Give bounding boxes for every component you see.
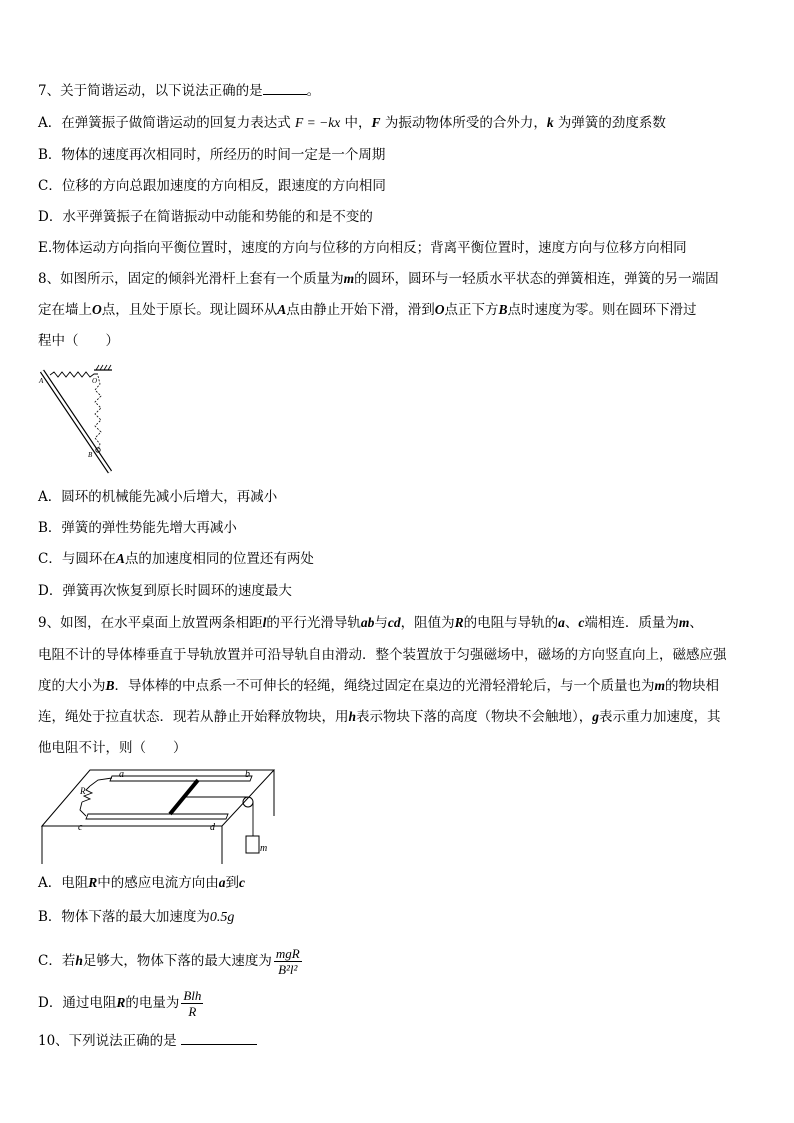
q9-option-b: B．物体下落的最大加速度为0.5g	[38, 909, 235, 925]
q7-option-b: B．物体的速度再次相同时，所经历的时间一定是一个周期	[38, 147, 386, 163]
q9-stem-line1: 9、如图，在水平桌面上放置两条相距l的平行光滑导轨ab与cd，阻值为R的电阻与导轨的a、c端相连．质量为m、	[38, 615, 703, 631]
fig-label-c: c	[78, 822, 83, 833]
q8-option-d: D．弹簧再次恢复到原长时圆环的速度最大	[38, 583, 292, 599]
q9-stem-line4: 连，绳处于拉直状态．现若从静止开始释放物块，用h表示物块下落的高度（物块不会触地），g表示重力加速度，其	[38, 709, 721, 725]
q8-stem-line2: 定在墙上O点，且处于原长。现让圆环从A点由静止开始下滑，滑到O点正下方B点时速度为零。则在圆环下滑过	[38, 302, 697, 318]
q8-option-c: C．与圆环在A点的加速度相同的位置还有两处	[38, 551, 314, 567]
q9-option-d: D．通过电阻R的电量为 $\frac{\text{Blh}}{R}$	[38, 988, 202, 1019]
q7-option-d: D．水平弹簧振子在简谐振动中动能和势能的和是不变的	[38, 209, 373, 225]
q8-stem-line3: 程中（ ）	[38, 333, 119, 349]
fig-label-O: O	[92, 377, 98, 385]
q7-option-e: E.物体运动方向指向平衡位置时，速度的方向与位移的方向相反；背离平衡位置时，速度方向与位移方向相同	[38, 240, 687, 256]
q8-option-b: B．弹簧的弹性势能先增大再减小	[38, 520, 237, 536]
q8-option-a: A．圆环的机械能先减小后增大，再减小	[38, 489, 278, 505]
fig-label-b: b	[245, 769, 250, 780]
q9-stem-line2: 电阻不计的导体棒垂直于导轨放置并可沿导轨自由滑动．整个装置放于匀强磁场中，磁场的方向竖直向上，磁感应强	[38, 647, 727, 663]
answer-blank	[263, 82, 307, 95]
q10-stem: 10、下列说法正确的是	[38, 1032, 257, 1050]
fig-label-R: R	[80, 786, 86, 796]
answer-blank	[181, 1032, 257, 1045]
fraction-max-speed: $\frac{\text{mgR}}{\text{B²l²}}$	[275, 946, 300, 977]
q7-option-c: C．位移的方向总跟加速度的方向相反，跟速度的方向相同	[38, 178, 386, 194]
fig-label-m: m	[260, 843, 268, 854]
q9-option-c: C．若h足够大，物体下落的最大速度为 $\frac{\text{mgR}}{\text{B²l²}}$	[38, 946, 300, 977]
fig-label-a: a	[119, 769, 124, 780]
q7-option-a: A．在弹簧振子做简谐运动的回复力表达式 F = −kx 中，F 为振动物体所受的合外力，k 为弹簧的劲度系数	[38, 115, 666, 131]
q9-stem-line3: 度的大小为B．导体棒的中点系一不可伸长的轻绳，绳绕过固定在桌边的光滑轻滑轮后，与一个质量也为m的物块相	[38, 678, 720, 694]
q7-stem: 7、关于简谐运动，以下说法正确的是 。	[38, 83, 321, 99]
q9-figure	[38, 766, 278, 866]
fraction-charge: $\frac{\text{Blh}}{R}$	[183, 988, 202, 1019]
q8-stem-line1: 8、如图所示，固定的倾斜光滑杆上套有一个质量为m的圆环，圆环与一轻质水平状态的弹簧相连，弹簧的另一端固	[38, 271, 719, 287]
q9-option-a: A．电阻R中的感应电流方向由a到c	[38, 875, 246, 891]
fig-label-A: A	[39, 377, 44, 385]
fig-label-B: B	[88, 451, 93, 459]
fig-label-d: d	[210, 822, 215, 833]
q9-stem-line5: 他电阻不计，则（ ）	[38, 740, 187, 756]
q8-figure	[38, 364, 122, 476]
